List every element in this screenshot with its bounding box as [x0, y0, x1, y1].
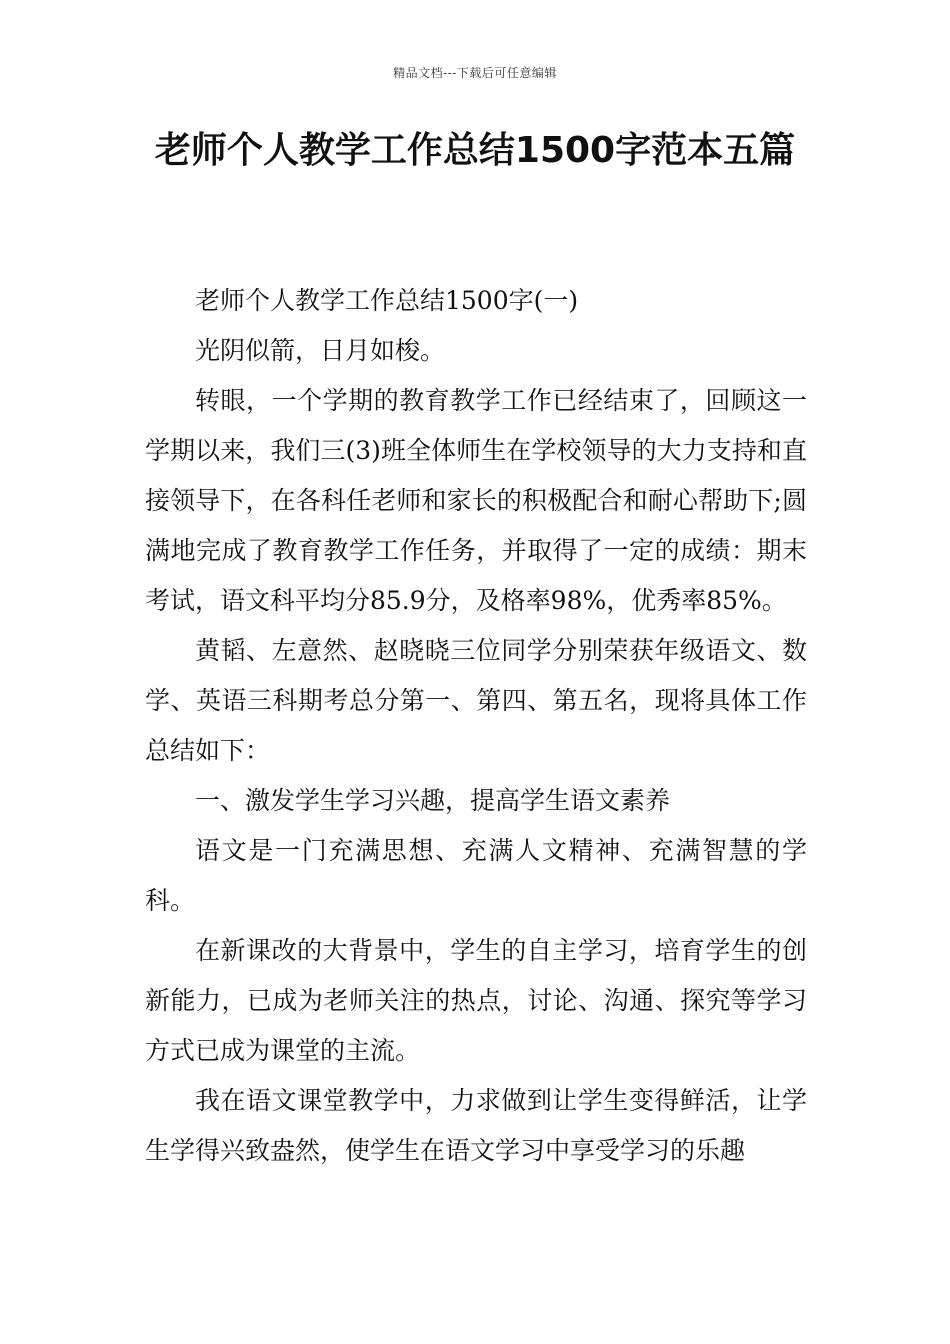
paragraph-subtitle: 老师个人教学工作总结1500字(一) — [195, 286, 579, 315]
paragraph: 转眼，一个学期的教育教学工作已经结束了，回顾这一学期以来，我们三(3)班全体师生在学校领导的大力支持和直接领导下，在各科任老师和家长的积极配合和耐心帮助下;圆满地完成了教育教学工作任务，并取得了一定的成绩：期末考试，语文科平均分85.9分，及格率98%，优秀率85%。 — [145, 386, 807, 615]
paragraph: 光阴似箭，日月如梭。 — [195, 336, 446, 365]
header-note: 精品文档---下载后可任意编辑 — [393, 66, 557, 80]
paragraph: 我在语文课堂教学中，力求做到让学生变得鲜活，让学生学得兴致盎然，使学生在语文学习中享受学习的乐趣 — [145, 1086, 807, 1165]
document-body — [145, 276, 807, 1176]
section-heading: 一、激发学生学习兴趣，提高学生语文素养 — [195, 786, 671, 815]
paragraph: 黄韬、左意然、赵晓晓三位同学分别荣获年级语文、数学、英语三科期考总分第一、第四、第五名，现将具体工作总结如下： — [145, 636, 807, 765]
document-title: 老师个人教学工作总结1500字范本五篇 — [154, 130, 796, 171]
paragraph: 语文是一门充满思想、充满人文精神、充满智慧的学科。 — [145, 836, 807, 915]
paragraph: 在新课改的大背景中，学生的自主学习，培育学生的创新能力，已成为老师关注的热点，讨论、沟通、探究等学习方式已成为课堂的主流。 — [145, 936, 807, 1065]
